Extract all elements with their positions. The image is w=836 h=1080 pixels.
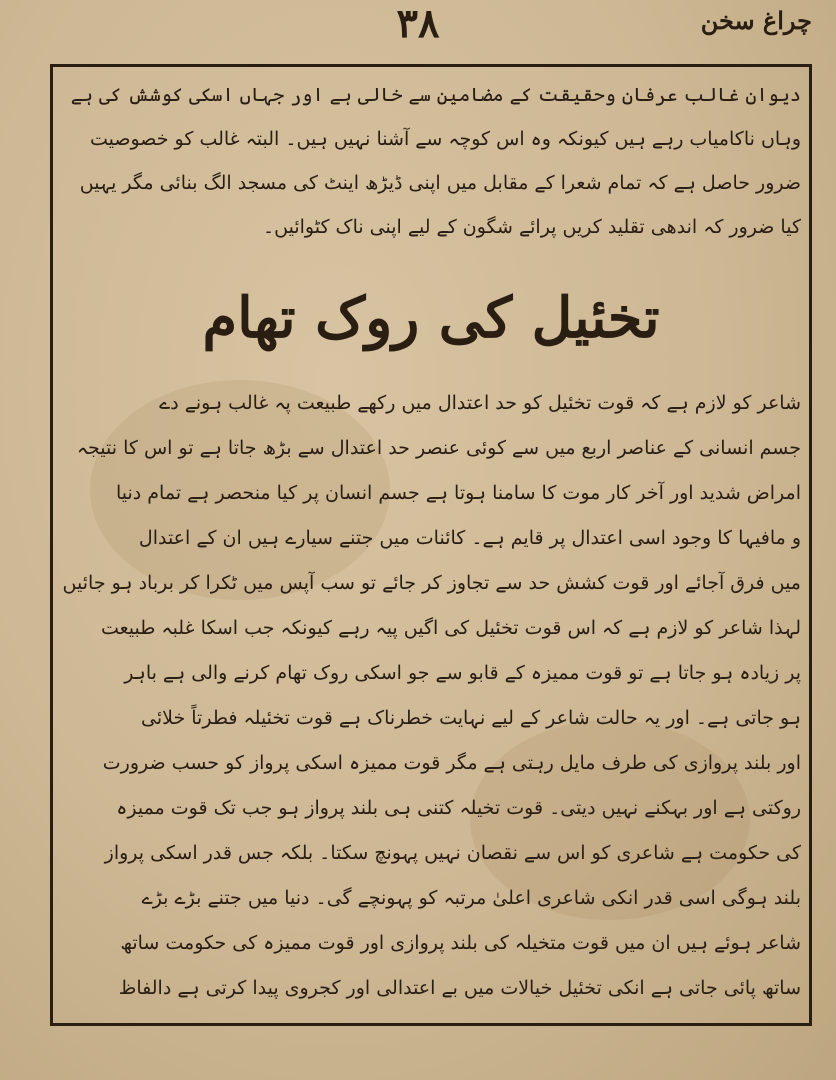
running-header-title: چراغ سخن — [700, 6, 812, 35]
section-heading: تخئیل کی روک تھام — [202, 285, 660, 351]
text-line: دیوان غالب عرفان وحقیقت کے مضامین سے خالی ہے اور جہاں اسکی کوشش کی ہے — [70, 84, 801, 106]
text-line: ضرور حاصل ہے کہ تمام شعرا کے مقابل میں اپنی ڈیڑھ اینٹ کی مسجد الگ بنائی مگر یہیں — [79, 172, 801, 194]
text-line: امراض شدید اور آخر کار موت کا سامنا ہوتا ہے جسم انسان پر کیا منحصر ہے تمام دنیا — [115, 482, 801, 504]
text-line: ساتھ پائی جاتی ہے انکی تخئیل خیالات میں بے اعتدالی اور کجروی پیدا کرتی ہے دالفاظ — [118, 977, 801, 999]
text-line: کیا ضرور کہ اندھی تقلید کریں پرائے شگون کے لیے اپنی ناک کٹوائیں۔ — [263, 216, 801, 238]
text-line: جسم انسانی کے عناصر اربع میں سے کوئی عنصر حد اعتدال سے بڑھ جاتا ہے تو اس کا نتیجہ — [76, 437, 801, 459]
text-line: وہاں ناکامیاب رہے ہیں کیونکہ وہ اس کوچہ سے آشنا نہیں ہیں۔ البتہ غالب کو خصوصیت — [89, 128, 801, 150]
intro-paragraph — [61, 73, 801, 249]
text-line: و مافیہا کا وجود اسی اعتدال پر قایم ہے۔ کائنات میں جتنے سیارے ہیں ان کے اعتدال — [138, 527, 801, 549]
text-line: لہذا شاعر کو لازم ہے کہ اس قوت تخئیل کی اگیں پیہ رہے کیونکہ جب اسکا غلبہ طبیعت — [100, 617, 801, 639]
text-line: شاعر کو لازم ہے کہ قوت تخئیل کو حد اعتدال میں رکھے طبیعت پہ غالب ہونے دے — [159, 392, 801, 414]
text-line: ہو جاتی ہے۔ اور یہ حالت شاعر کے لیے نہایت خطرناک ہے قوت تخئیلہ فطرتاً خلائی — [141, 707, 801, 729]
text-frame — [50, 64, 812, 1026]
text-column — [61, 73, 801, 1015]
text-line: کی حکومت ہے شاعری کو اس سے نقصان نہیں پہونچ سکتا۔ بلکہ جس قدر اسکی پرواز — [104, 842, 801, 864]
text-line: شاعر ہوئے ہیں ان میں قوت متخیلہ کی بلند پروازی اور قوت ممیزہ کی حکومت ساتھ — [120, 932, 801, 954]
text-line: میں فرق آجائے اور قوت کشش حد سے تجاوز کر جائے تو سب آپس میں ٹکرا کر برباد ہو جائیں — [62, 572, 801, 594]
text-line: اور بلند پروازی کی طرف مایل رہتی ہے مگر قوت ممیزہ اسکی پرواز کو حسب ضرورت — [102, 752, 801, 774]
text-line: بلند ہوگی اسی قدر انکی شاعری اعلیٰ مرتبہ کو پہونچے گی۔ دنیا میں جتنے بڑے بڑے — [141, 887, 801, 909]
page-number: ۳۸ — [396, 0, 440, 47]
text-line: پر زیادہ ہو جاتا ہے تو قوت ممیزہ کے قابو سے جو اسکی روک تھام کرنے والی ہے باہر — [124, 662, 801, 684]
body-paragraph — [61, 381, 801, 1011]
text-line: روکتی ہے اور بہکنے نہیں دیتی۔ قوت تخیلہ کتنی ہی بلند پرواز ہو جب تک قوت ممیزہ — [116, 797, 801, 819]
